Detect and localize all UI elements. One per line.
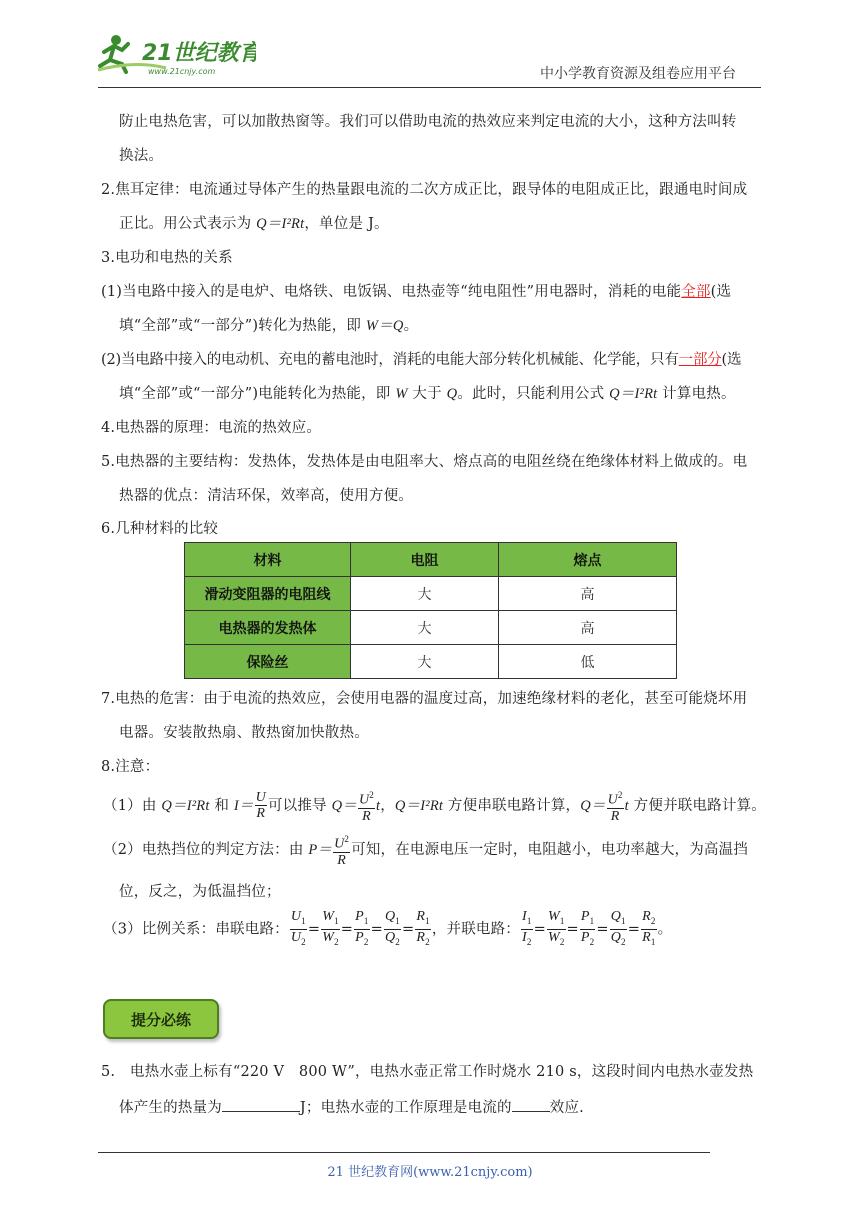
paragraph-line: (1)当电路中接入的是电炉、电烙铁、电饭锅、电热壶等“纯电阻性”用电器时，消耗的电能全部(选 <box>101 284 732 300</box>
table-row <box>185 577 677 611</box>
fraction: $\frac{W_1}{W_2}$ <box>322 909 339 947</box>
fraction: $\frac{W_1}{W_2}$ <box>547 909 565 947</box>
answer-blank[interactable] <box>222 1097 300 1112</box>
table-header-cell: 电阻 <box>351 543 499 577</box>
table-row <box>185 645 677 679</box>
paragraph-line: 7.电热的危害：由于电流的热效应，会使用电器的温度过高，加速绝缘材料的老化，甚至可能烧坏用 <box>101 691 748 707</box>
paragraph-line: (2)当电路中接入的电动机、充电的蓄电池时，消耗的电能大部分转化机械能、化学能，只有一部分(选 <box>101 352 742 368</box>
fraction: $\frac{U^2}{R}$ <box>334 834 350 868</box>
paragraph-line: 5.电热器的主要结构：发热体，发热体是由电阻率大、熔点高的电阻丝绕在绝缘体材料上做成的。电 <box>101 454 748 470</box>
fraction: $\frac{P_1}{P_2}$ <box>580 909 595 947</box>
table-header-cell: 熔点 <box>499 543 677 577</box>
practice-section-button[interactable]: 提分必练 <box>103 999 219 1039</box>
table-cell: 低 <box>499 645 677 679</box>
paragraph-line: 换法。 <box>119 148 164 164</box>
svg-text:www.21cnjy.com: www.21cnjy.com <box>148 67 216 76</box>
section-heading: 8.注意： <box>101 759 160 775</box>
svg-text:21世纪教育: 21世纪教育 <box>142 41 256 66</box>
joule-law-line: 2.焦耳定律：电流通过导体产生的热量跟电流的二次方成正比，跟导体的电阻成正比，跟通电时间成 <box>101 182 748 198</box>
fraction: $\frac{I_1}{I_2}$ <box>522 909 532 947</box>
fraction: $\frac{Q_1}{Q_2}$ <box>610 909 626 947</box>
fraction: $\frac{R_2}{R_1}$ <box>642 909 656 947</box>
fraction: $\frac{U_1}{U_2}$ <box>290 909 306 947</box>
fraction: $\frac{P_1}{P_2}$ <box>355 909 369 947</box>
table-cell: 电热器的发热体 <box>185 611 351 645</box>
table-header-row <box>185 543 677 577</box>
note-line: （1）由 Q＝I²Rt 和 I＝ $\frac{U}{R}$ 可以推导 Q＝ $\frac{U^2}{R}$ t，Q＝I²Rt 方便串联电路计算，Q＝ $\frac{U^2}{R}$ t 方便并联电路计算。 <box>103 790 766 824</box>
paragraph-line: 填“全部”或“一部分”)转化为热能，即 W＝Q。 <box>119 318 419 334</box>
paragraph-line: 电器。安装散热扇、散热窗加快散热。 <box>119 725 369 741</box>
table-cell: 大 <box>351 645 499 679</box>
runner-logo-icon <box>96 30 256 78</box>
note-line: （2）电热挡位的判定方法：由 P＝ $\frac{U^2}{R}$ 可知，在电源电压一定时，电阻越小，电功率越大，为高温挡 <box>103 834 749 868</box>
note-line: 位，反之，为低温挡位； <box>119 884 281 900</box>
table-row <box>185 611 677 645</box>
header-divider <box>98 87 761 88</box>
fraction: $\frac{R_1}{R_2}$ <box>416 909 430 947</box>
paragraph-line: 4.电热器的原理：电流的热效应。 <box>101 420 322 436</box>
footer-divider <box>98 1152 710 1153</box>
answer-text: 一部分 <box>678 352 722 368</box>
table-cell: 大 <box>351 611 499 645</box>
table-cell: 滑动变阻器的电阻线 <box>185 577 351 611</box>
paragraph-line: 热器的优点：清洁环保，效率高，使用方便。 <box>119 488 413 504</box>
table-cell: 高 <box>499 577 677 611</box>
table-cell: 高 <box>499 611 677 645</box>
question-line: 体产生的热量为 J；电热水壶的工作原理是电流的 效应. <box>119 1097 584 1117</box>
table-cell: 保险丝 <box>185 645 351 679</box>
fraction: $\frac{Q_1}{Q_2}$ <box>384 909 400 947</box>
site-logo[interactable] <box>96 30 256 82</box>
platform-title: 中小学教育资源及组卷应用平台 <box>540 66 736 82</box>
fraction: $\frac{U^2}{R}$ <box>358 790 374 824</box>
table-header-cell: 材料 <box>185 543 351 577</box>
footer-link[interactable]: 21 世纪教育网(www.21cnjy.com) <box>327 1165 533 1180</box>
paragraph-line: 填“全部”或“一部分”)电能转化为热能，即 W 大于 Q。此时，只能利用公式 Q＝I²Rt 计算电热。 <box>119 386 736 402</box>
formula: Q＝I²Rt <box>256 216 305 232</box>
fraction: $\frac{U^2}{R}$ <box>607 790 623 824</box>
section-heading: 6.几种材料的比较 <box>101 521 219 537</box>
joule-law-formula-line: 正比。用公式表示为 Q＝I²Rt，单位是 J。 <box>119 216 389 232</box>
note-line: （3）比例关系：串联电路： $\frac{U_1}{U_2}$ = $\frac{W_1}{W_2}$ = $\frac{P_1}{P_2}$ = $\frac{Q_1}{Q_2}$ = $\frac{R_1}{R_2}$ ，并联电路： $\frac{I_1}{I_2}$ = $\frac{W_1}{W_2}$ = $\frac{P_1}{P_2}$ = $\frac{Q_1}{Q_2}$ = $\frac{R_2}{R_1}$ 。 <box>103 909 672 950</box>
paragraph-line: 防止电热危害，可以加散热窗等。我们可以借助电流的热效应来判定电流的大小，这种方法叫转 <box>119 114 737 130</box>
materials-table <box>184 542 677 679</box>
section-heading: 3.电功和电热的关系 <box>101 250 233 266</box>
answer-text: 全部 <box>681 284 711 300</box>
question-line: 5. 电热水壶上标有“220 V 800 W”，电热水壶正常工作时烧水 210 s，这段时间内电热水壶发热 <box>101 1064 754 1080</box>
fraction: $\frac{U}{R}$ <box>255 790 266 822</box>
table-cell: 大 <box>351 577 499 611</box>
answer-blank[interactable] <box>512 1097 550 1112</box>
